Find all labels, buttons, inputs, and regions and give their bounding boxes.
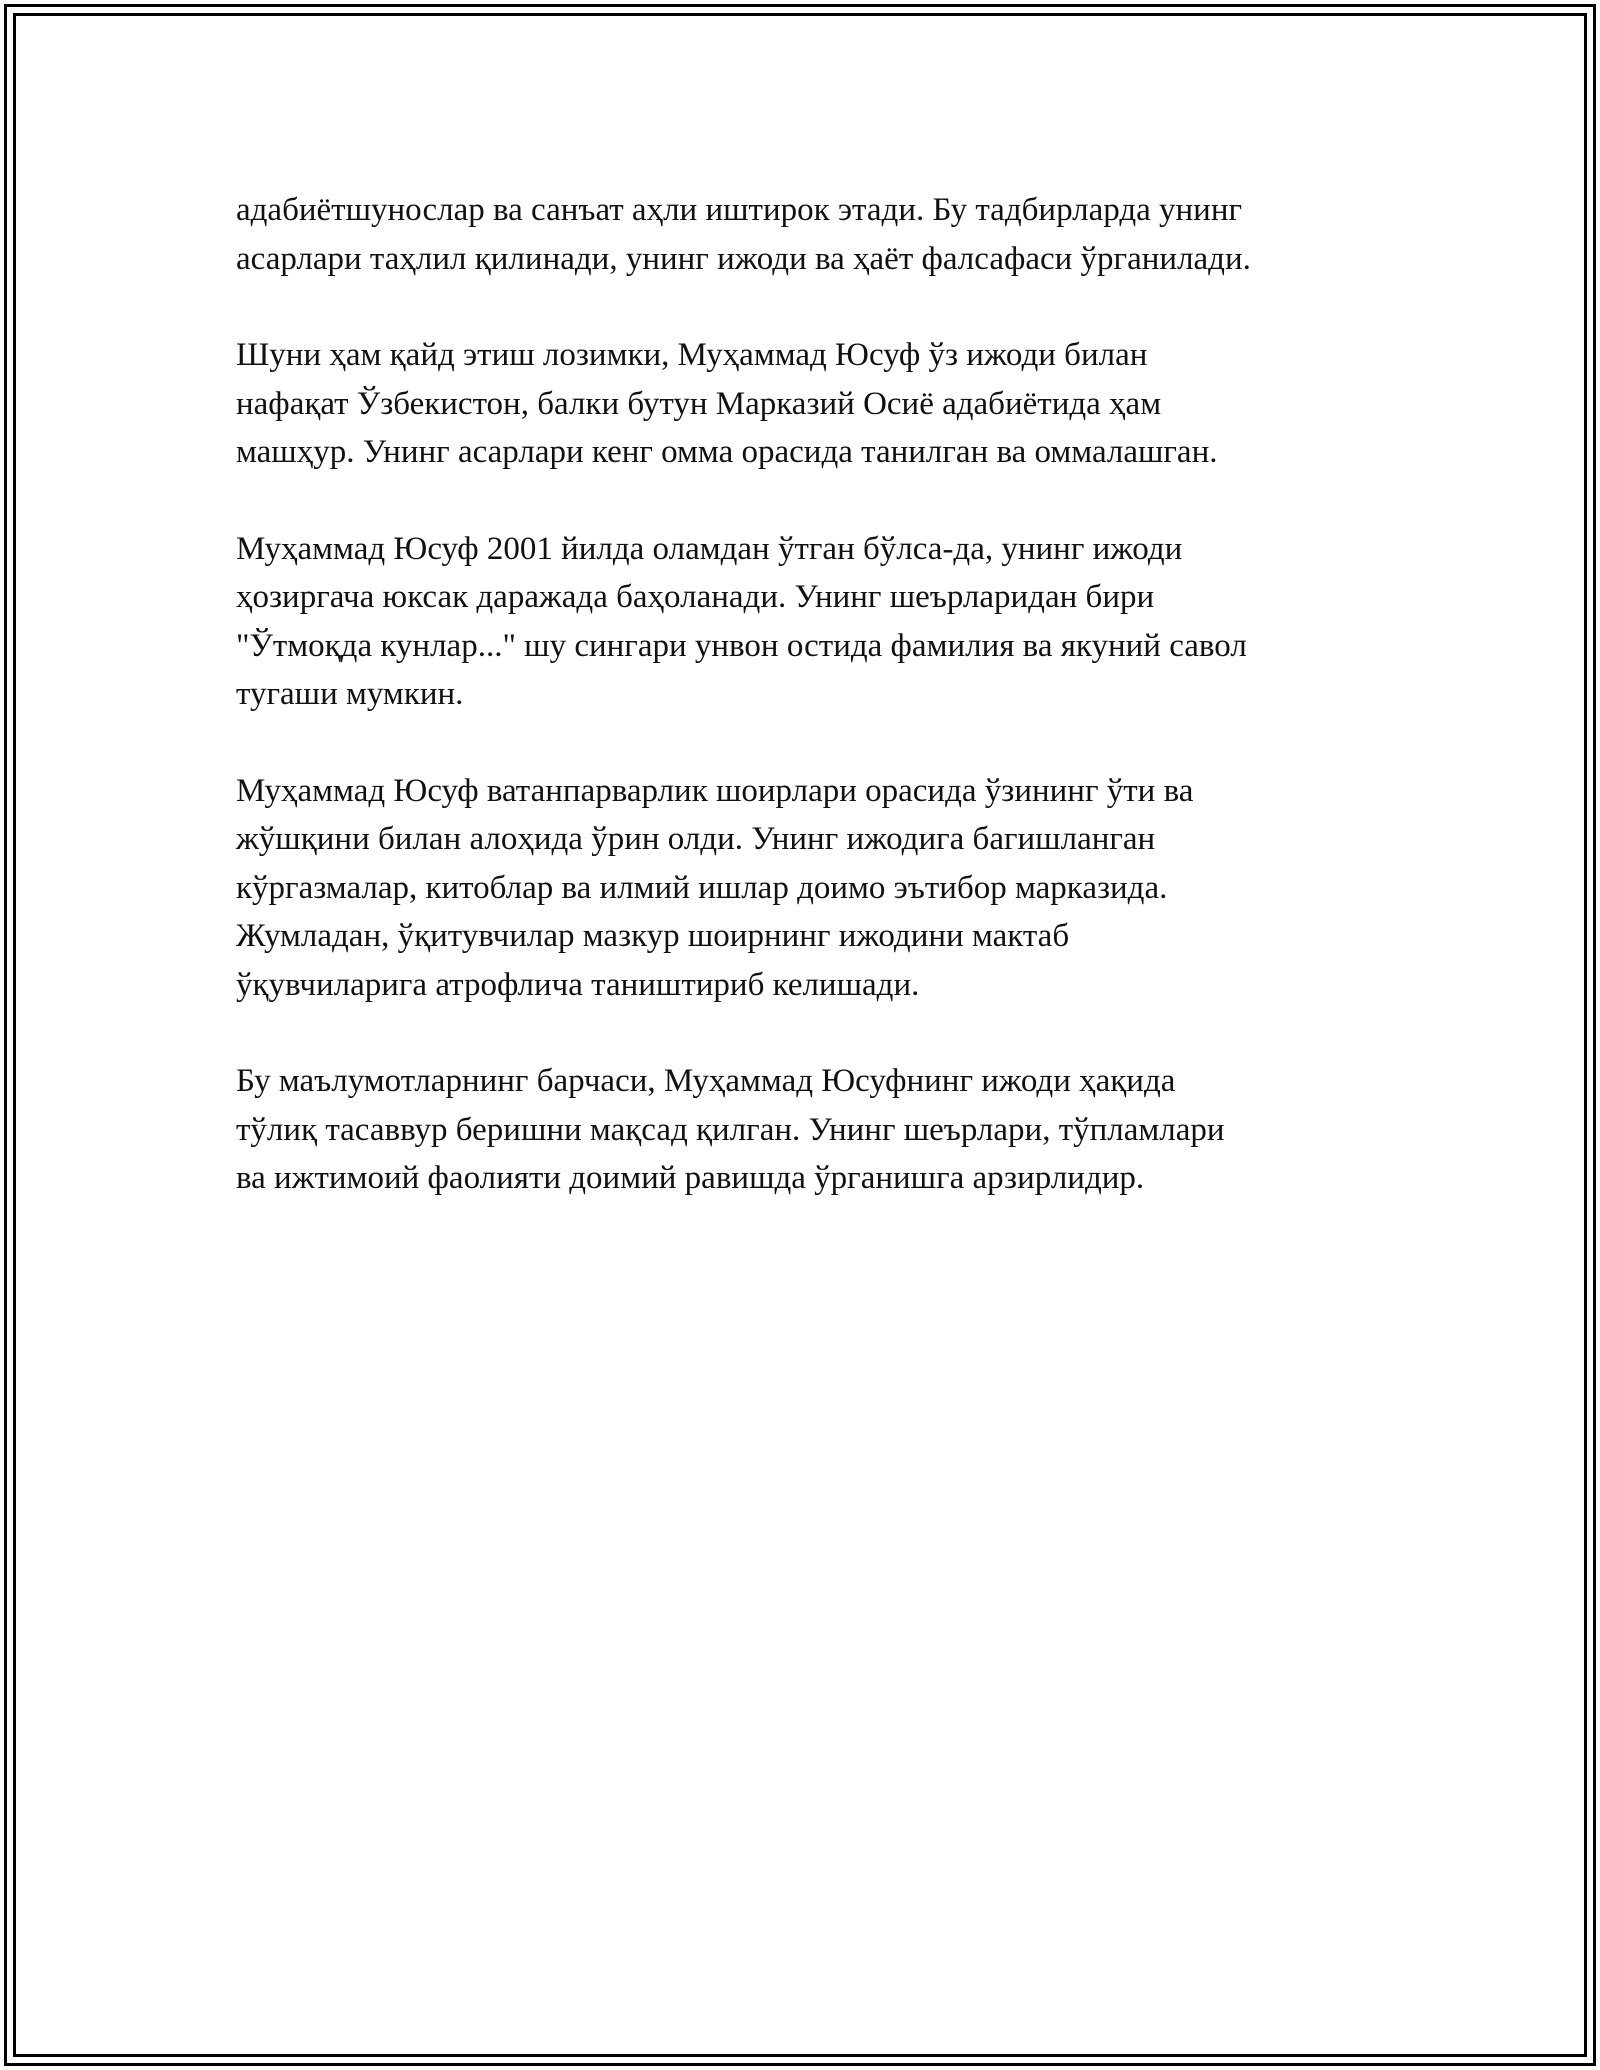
text-line: Бу маълумотларнинг барчаси, Муҳаммад Юсуфнинг ижоди ҳақида	[236, 1063, 1176, 1099]
text-line: Шуни ҳам қайд этиш лозимки, Муҳаммад Юсуф ўз ижоди билан	[236, 337, 1148, 373]
document-body	[236, 186, 1396, 1251]
text-line: адабиётшунослар ва санъат аҳли иштирок этади. Бу тадбирларда унинг	[236, 192, 1243, 228]
text-line: нафақат Ўзбекистон, балки бутун Марказий Осиё адабиётида ҳам	[236, 385, 1162, 422]
text-line: тўлиқ тасаввур беришни мақсад қилган. Унинг шеърлари, тўпламлари	[236, 1111, 1225, 1148]
text-line: Муҳаммад Юсуф 2001 йилда оламдан ўтган бўлса-да, унинг ижоди	[236, 530, 1183, 567]
text-line: тугаши мумкин.	[236, 676, 464, 712]
text-line: ва ижтимоий фаолияти доимий равишда ўрганишга арзирлидир.	[236, 1160, 1145, 1196]
paragraph	[236, 331, 1396, 477]
text-line: Муҳаммад Юсуф ватанпарварлик шоирлари орасида ўзининг ўти ва	[236, 772, 1194, 809]
paragraph	[236, 186, 1396, 283]
text-line: "Ўтмоқда кунлар..." шу сингари унвон остида фамилия ва якуний савол	[236, 627, 1247, 664]
paragraph	[236, 767, 1396, 1010]
paragraph	[236, 525, 1396, 719]
text-line: асарлари таҳлил қилинади, унинг ижоди ва ҳаёт фалсафаси ўрганилади.	[236, 240, 1251, 277]
text-line: машҳур. Унинг асарлари кенг омма орасида танилган ва оммалашган.	[236, 434, 1218, 470]
text-line: ҳозиргача юксак даражада баҳоланади. Унинг шеърларидан бири	[236, 579, 1155, 615]
paragraph	[236, 1057, 1396, 1203]
text-line: ўқувчиларига атрофлича таништириб келишади.	[236, 966, 920, 1003]
text-line: Жумладан, ўқитувчилар мазкур шоирнинг ижодини мактаб	[236, 918, 1070, 954]
text-line: кўргазмалар, китоблар ва илмий ишлар доимо эътибор марказида.	[236, 869, 1168, 906]
text-line: жўшқини билан алоҳида ўрин олди. Унинг ижодига багишланган	[236, 821, 1156, 857]
